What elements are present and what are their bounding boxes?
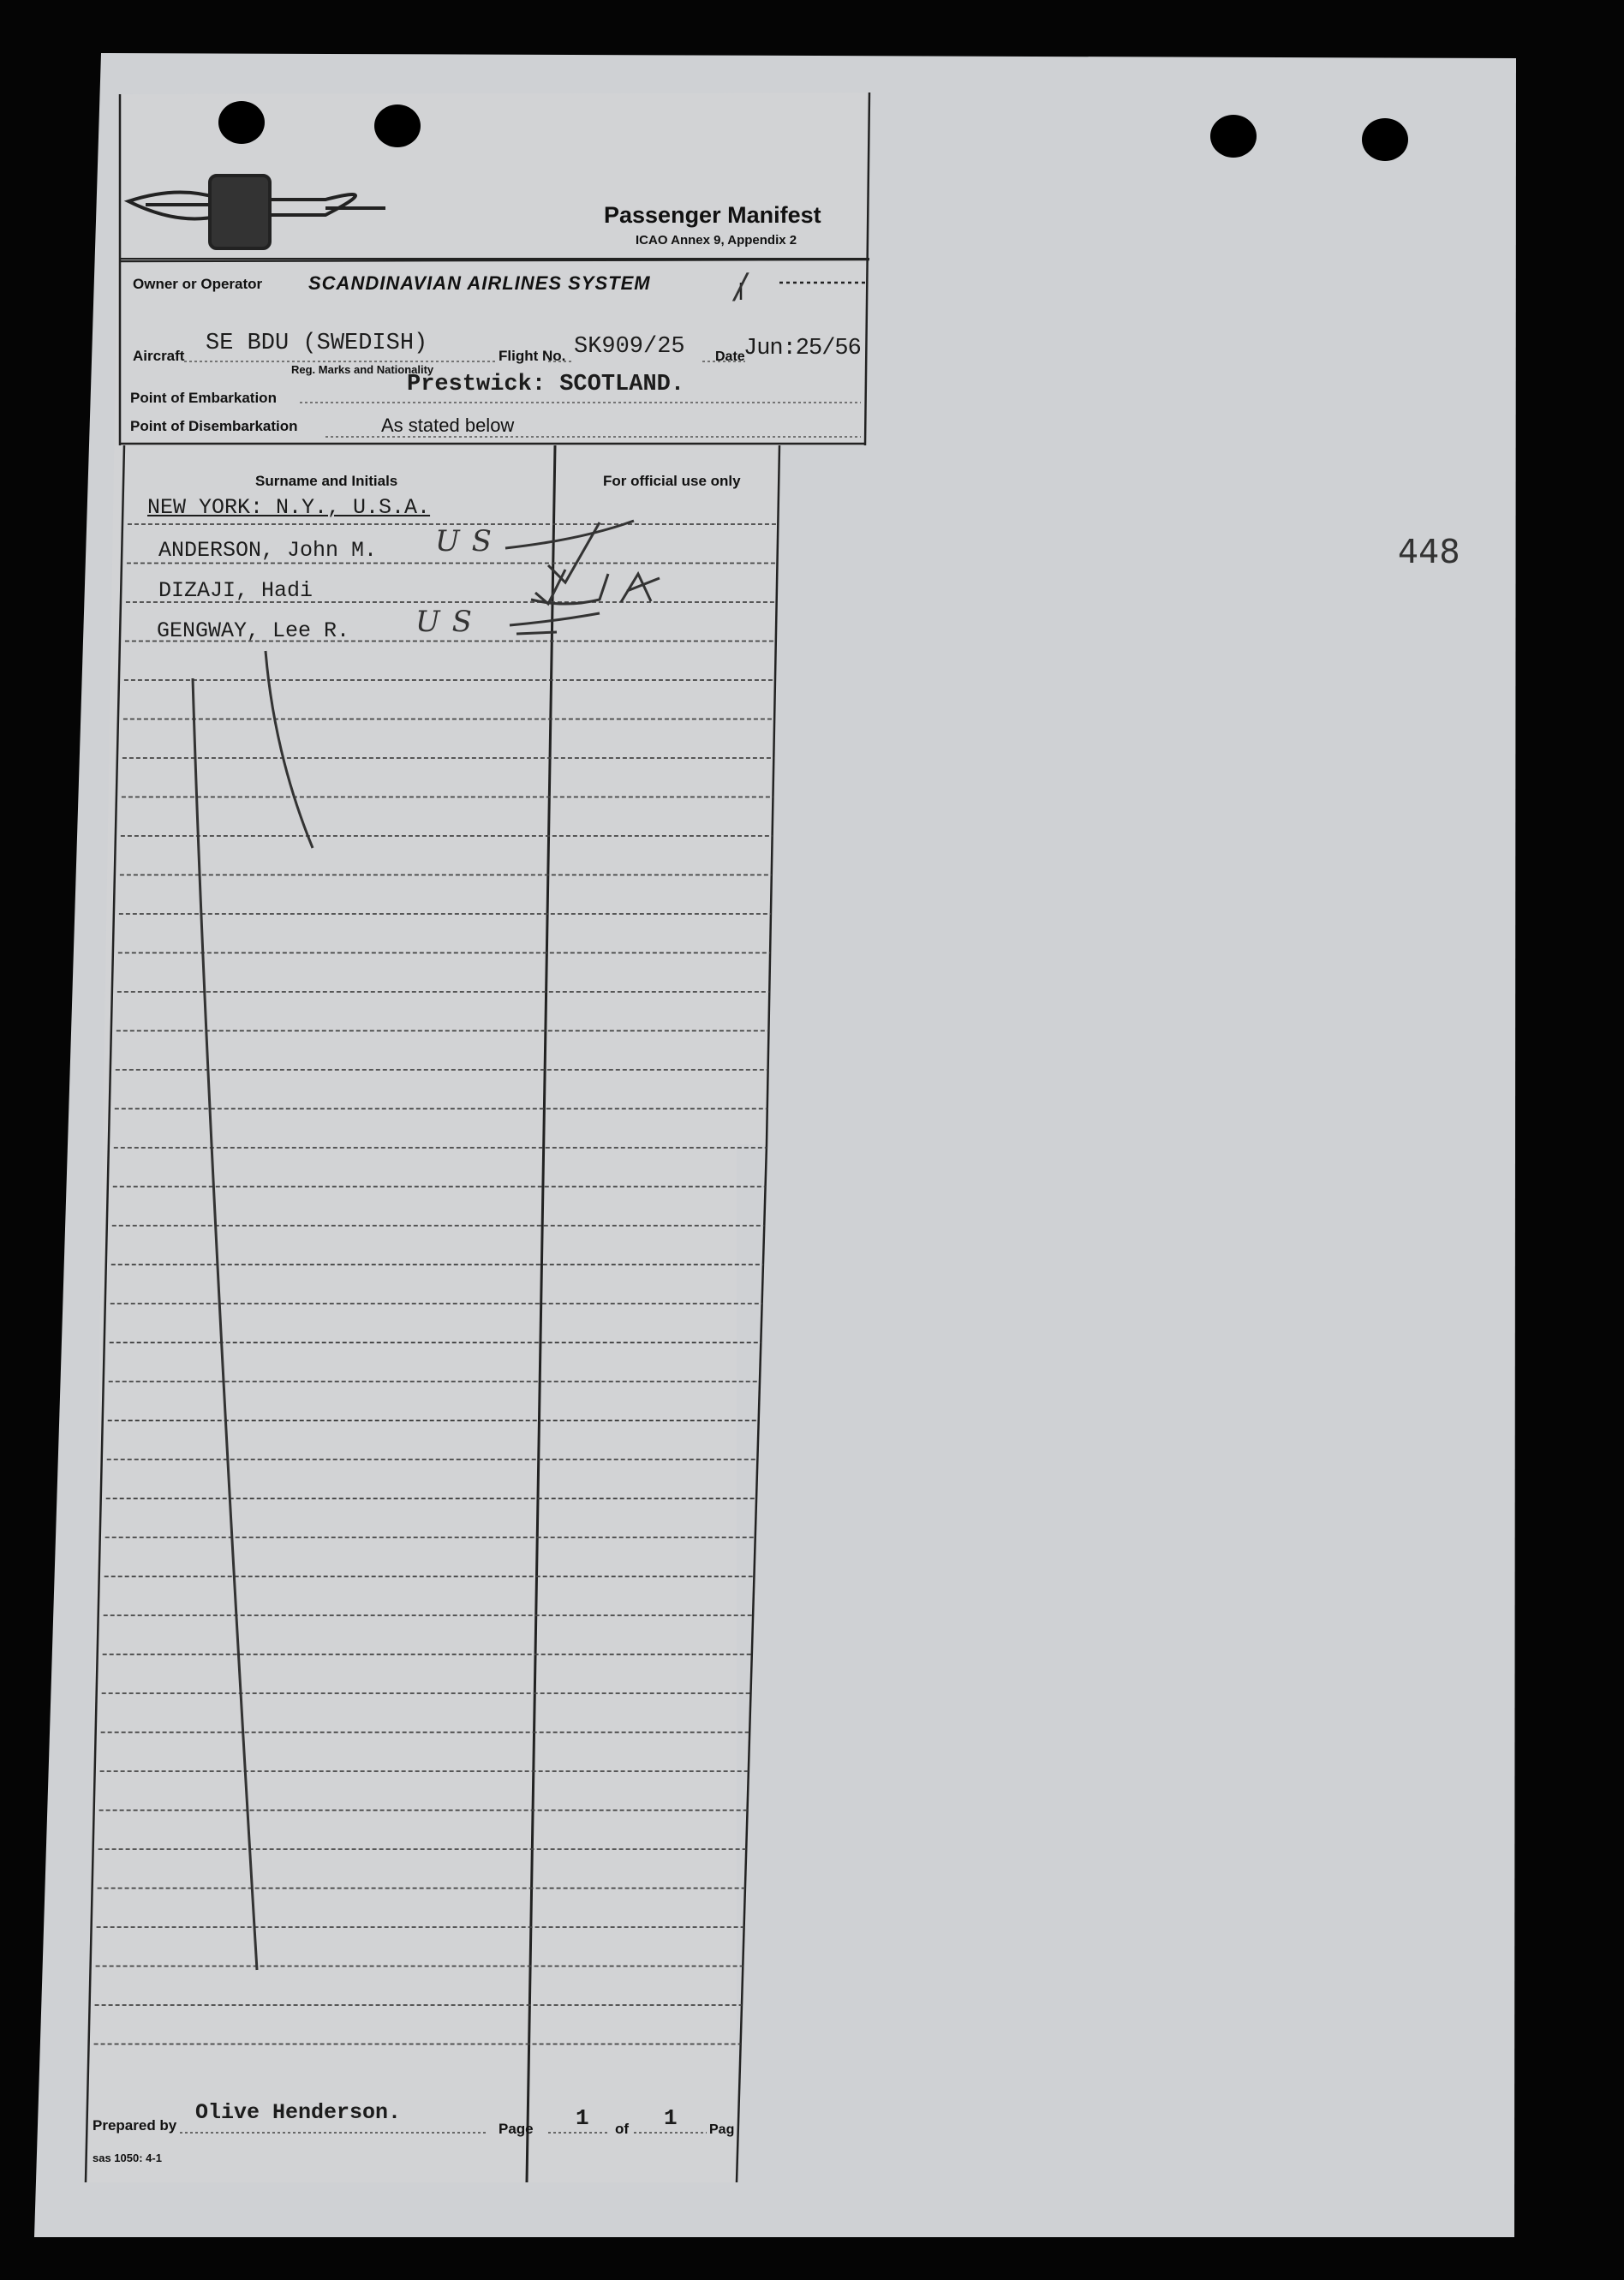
owner-slash-mark: /	[735, 267, 747, 307]
aircraft-value: SE BDU (SWEDISH)	[206, 331, 428, 356]
prepared-value: Olive Henderson.	[195, 2100, 402, 2125]
flight-label: Flight No.	[499, 348, 566, 364]
column-header-surname: Surname and Initials	[255, 473, 398, 489]
passenger-name-2: DIZAJI, Hadi	[158, 578, 313, 603]
passenger-name-3: GENGWAY, Lee R.	[157, 618, 350, 643]
aircraft-label: Aircraft	[133, 348, 185, 364]
owner-value: SCANDINAVIAN AIRLINES SYSTEM	[308, 272, 651, 294]
owner-label: Owner or Operator	[133, 276, 263, 292]
page-label: Page	[499, 2121, 534, 2137]
of-label: of	[615, 2121, 630, 2137]
flight-value: SK909/25	[574, 334, 685, 360]
reg-marks-label: Reg. Marks and Nationality	[291, 363, 434, 376]
date-value: Jun:25/56	[743, 336, 861, 361]
margin-number: 448	[1398, 533, 1460, 570]
embark-label: Point of Embarkation	[130, 390, 277, 406]
column-header-official: For official use only	[603, 473, 741, 489]
of-value: 1	[664, 2105, 678, 2131]
date-label: Date	[715, 349, 745, 364]
passenger-nationality-1: US	[435, 524, 504, 558]
disembark-label: Point of Disembarkation	[130, 418, 298, 434]
page-value: 1	[576, 2105, 589, 2131]
passenger-nationality-3: US	[415, 605, 484, 639]
form-title: Passenger Manifest	[604, 202, 821, 228]
form-subtitle: ICAO Annex 9, Appendix 2	[636, 233, 797, 248]
form-code: sas 1050: 4-1	[93, 2152, 162, 2164]
destination-row: NEW YORK: N.Y., U.S.A.	[147, 495, 431, 520]
embark-value: Prestwick: SCOTLAND.	[407, 372, 685, 397]
prepared-label: Prepared by	[93, 2117, 177, 2134]
passenger-name-1: ANDERSON, John M.	[158, 538, 378, 563]
pag-label: Pag	[709, 2122, 735, 2137]
disembark-value: As stated below	[381, 415, 515, 436]
